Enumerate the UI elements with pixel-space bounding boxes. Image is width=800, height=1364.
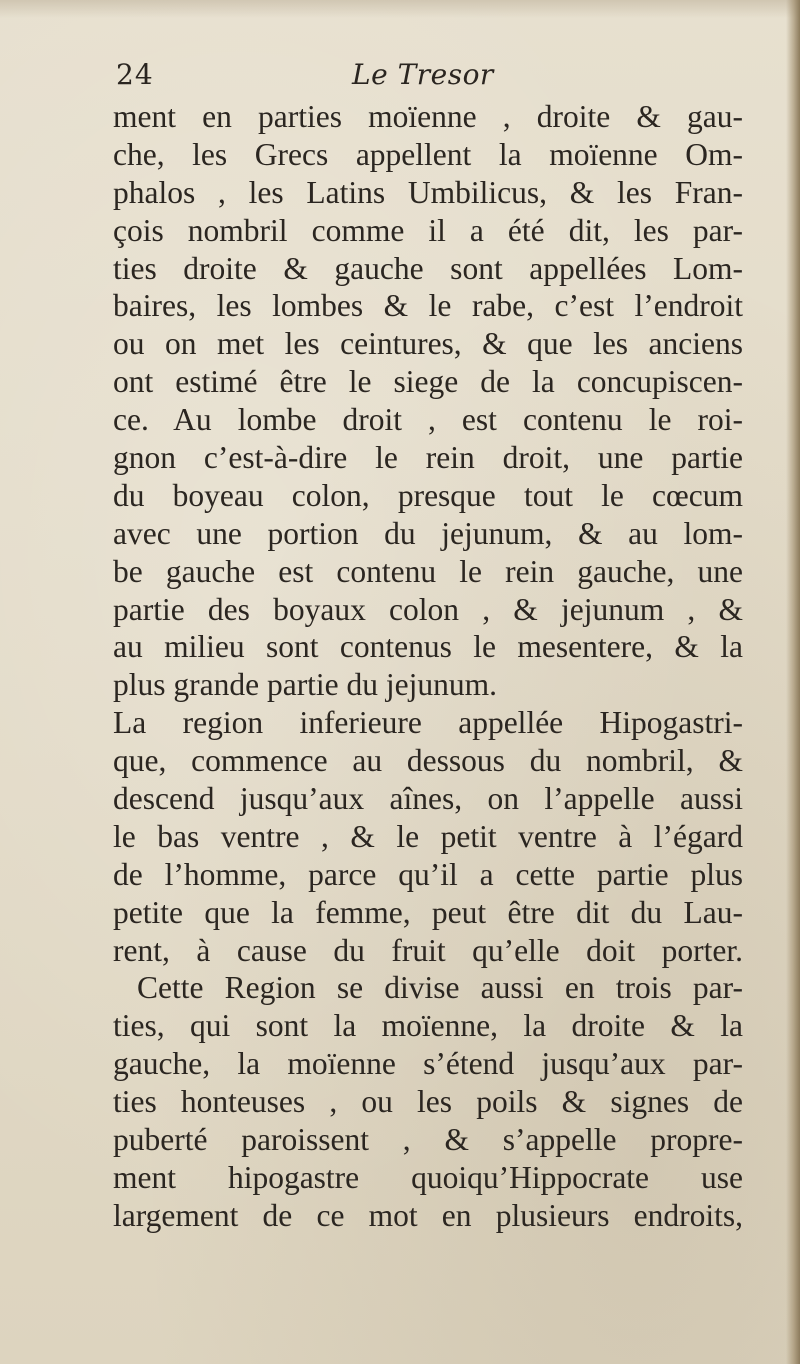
paragraph	[113, 969, 743, 1234]
text-line: çois nombril comme il a été dit, les par-	[113, 212, 743, 248]
text-line: rent, à cause du fruit qu’elle doit porter.	[113, 932, 743, 968]
text-line: puberté paroissent , & s’appelle propre-	[113, 1122, 743, 1158]
text-line: gnon c’est-à-dire le rein droit, une partie	[113, 440, 743, 476]
text-line: phalos , les Latins Umbilicus, & les Fran-	[113, 174, 743, 210]
text-line: ont estimé être le siege de la concupiscen-	[113, 364, 743, 400]
text-line: partie des boyaux colon , & jejunum , &	[113, 591, 743, 627]
text-line: baires, les lombes & le rabe, c’est l’endroit	[113, 288, 743, 324]
page-gutter	[786, 0, 800, 1364]
text-line: ce. Au lombe droit , est contenu le roi-	[113, 402, 743, 438]
text-line: Cette Region se divise aussi en trois par-	[137, 970, 743, 1006]
text-line: largement de ce mot en plusieurs endroits,	[113, 1197, 743, 1233]
page-top-shadow	[0, 0, 800, 18]
text-line: ou on met les ceintures, & que les anciens	[113, 326, 743, 362]
text-line: ment en parties moïenne , droite & gau-	[113, 99, 743, 134]
page-header	[112, 56, 752, 96]
text-line: ties, qui sont la moïenne, la droite & la	[113, 1008, 743, 1044]
text-line: que, commence au dessous du nombril, &	[113, 743, 743, 779]
page-number: 24	[116, 58, 154, 91]
text-line: du boyeau colon, presque tout le cœcum	[113, 477, 743, 513]
text-line: La region inferieure appellée Hipogastri-	[113, 705, 743, 741]
text-line: avec une portion du jejunum, & au lom-	[113, 515, 743, 551]
text-line: descend jusqu’aux aînes, on l’appelle aussi	[113, 781, 743, 817]
text-line: le bas ventre , & le petit ventre à l’égard	[113, 818, 743, 854]
text-line: au milieu sont contenus le mesentere, & la	[113, 629, 743, 665]
text-line: ties honteuses , ou les poils & signes de	[113, 1084, 743, 1120]
text-line: plus grande partie du jejunum.	[113, 667, 498, 703]
text-line: petite que la femme, peut être dit du Lau-	[113, 894, 743, 930]
paragraph	[113, 704, 743, 969]
paragraph	[113, 98, 743, 704]
text-line: gauche, la moïenne s’étend jusqu’aux par-	[113, 1046, 743, 1082]
text-line: ties droite & gauche sont appellées Lom-	[113, 250, 743, 286]
text-line: de l’homme, parce qu’il a cette partie plus	[113, 856, 743, 892]
text-line: ment hipogastre quoiqu’Hippocrate use	[113, 1159, 743, 1195]
text-line: che, les Grecs appellent la moïenne Om-	[113, 136, 743, 172]
running-title: Le Tresor	[352, 58, 494, 91]
body-text	[113, 98, 743, 1235]
text-line: be gauche est contenu le rein gauche, une	[113, 553, 743, 589]
